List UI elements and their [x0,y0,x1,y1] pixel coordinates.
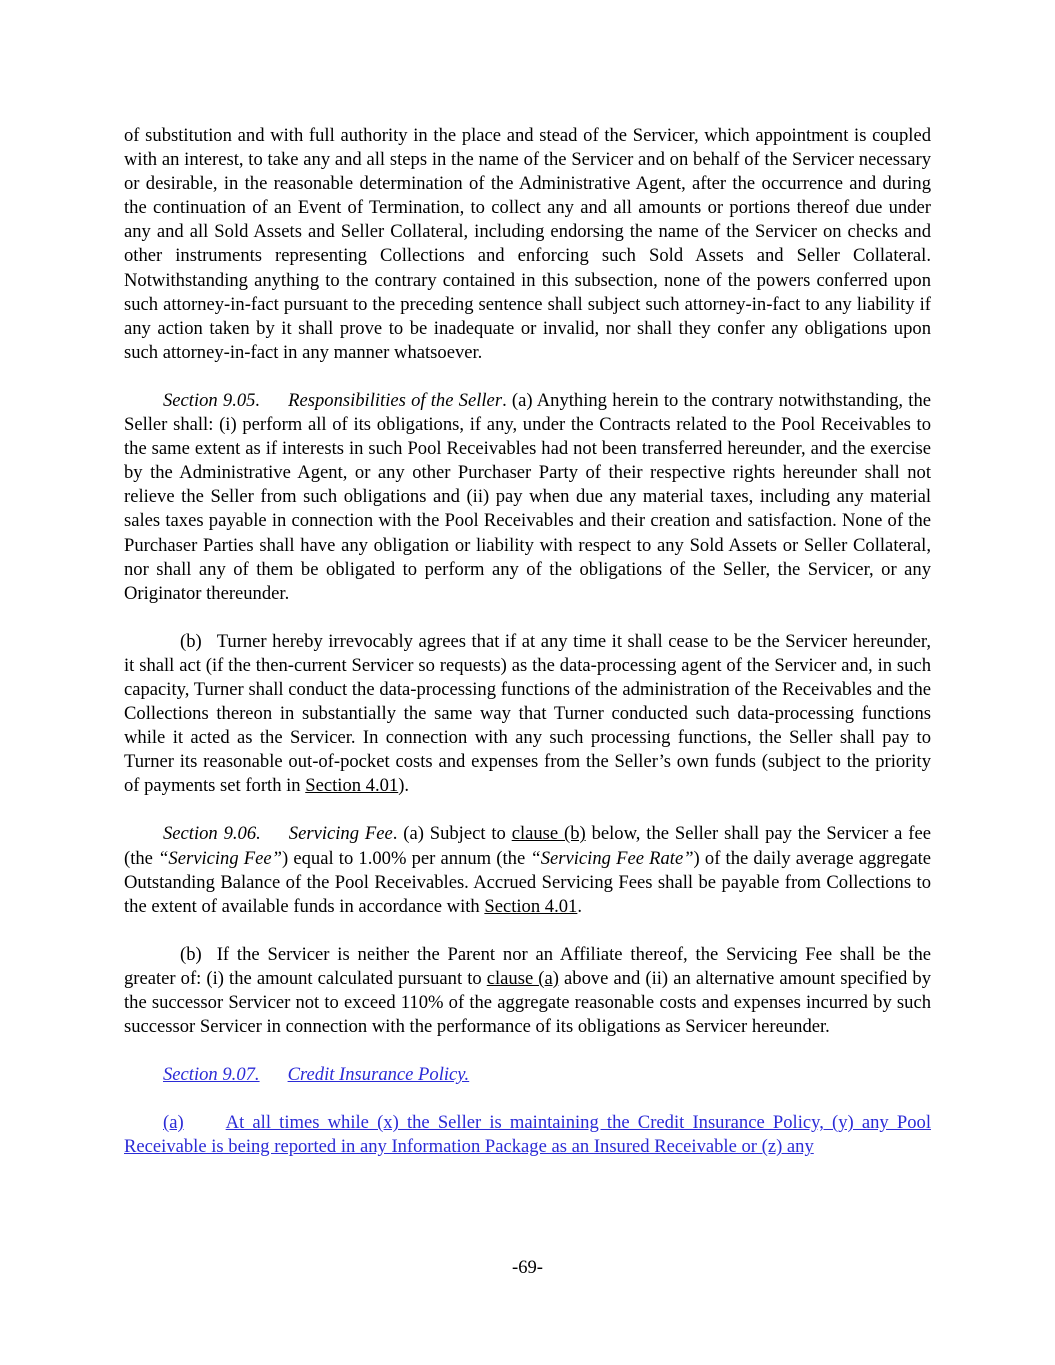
clause-label: (b) [180,943,202,965]
section-9-07-heading [124,1063,931,1087]
clause-body: At all times while (x) the Seller is maintaining the Credit Insurance Policy, (y) any Pool Receivable is being reported in any Information Package as an Insured Receivable or (z) any [124,1112,931,1158]
section-9-06-paragraph: Section 9.06. Servicing Fee. (a) Subject to clause (b) below, the Seller shall pay the Servicer a fee (the “Servicing Fee”) equal to 1.00% per annum (the “Servicing Fee Rate”) of the daily average aggregate Outstanding Balance of the Pool Receivables. Accrued Servicing Fees shall be payable from Collections to the extent of available funds in accordance with Section 4.01. [124,823,931,917]
section-title: Servicing Fee [288,823,393,845]
clause-label: (b) [180,630,202,652]
section-number: Section 9.06. [163,823,261,845]
cross-reference-link: clause (a) [486,967,559,989]
section-body: (a) Anything herein to the contrary notwithstanding, the Seller shall: (i) perform all of its obligations, if any, under the Contracts related to the Pool Receivables to the same extent as if interests in such Pool Receivables had not been transferred hereunder, and the exercise by the Administrative Agent, or any other Purchaser Party of their respective rights hereunder shall not relieve the Seller from such obligations and (ii) pay when due any material taxes, including any material sales taxes payable in connection with the Pool Receivables and their creation and satisfaction. None of the Purchaser Parties shall have any obligation or liability with respect to any Sold Assets or Seller Collateral, nor shall any of them be obligated to perform any of the obligations of the Seller, the Servicer, or any Originator thereunder. [124,389,931,604]
section-number: Section 9.07. [163,1064,260,1086]
paragraph-attorney-in-fact: of substitution and with full authority in the place and stead of the Servicer, which appointment is coupled with an interest, to take any and all steps in the name of the Servicer and on behalf of the Servicer necessary or desirable, in the reasonable determination of the Administrative Agent, after the occurrence and during the continuation of an Event of Termination, to collect any and all amounts or portions thereof due under any and all Sold Assets and Seller Collateral, including endorsing the name of the Servicer on checks and other instruments representing Collections and enforcing such Sold Assets and Seller Collateral. Notwithstanding anything to the contrary contained in this subsection, none of the powers conferred upon such attorney-in-fact pursuant to the preceding sentence shall subject such attorney-in-fact to any liability if any action taken by it shall prove to be inadequate or invalid, nor shall they confer any obligations upon such attorney-in-fact in any manner whatsoever. [124,125,931,363]
section-number: Section 9.05. [163,389,261,411]
page-number: -69- [512,1257,543,1278]
clause-label: (a) [163,1112,184,1134]
cross-reference-link: Section 4.01 [484,895,578,917]
section-9-06-b-paragraph: (b) If the Servicer is neither the Parent nor an Affiliate thereof, the Servicing Fee shall be the greater of: (i) the amount calculated pursuant to clause (a) above and (ii) an alternative amount specified by the successor Servicer not to exceed 110% of the aggregate reasonable costs and expenses incurred by such successor Servicer in connection with the performance of its obligations as Servicer hereunder. [124,943,931,1038]
defined-term: “Servicing Fee Rate” [530,847,694,869]
cross-reference-link: Section 4.01 [305,775,399,797]
section-9-05-b-paragraph: (b) Turner hereby irrevocably agrees that if at any time it shall cease to be the Servicer hereunder, it shall act (if the then-current Servicer so requests) as the data-processing agent of the Servicer and, in such capacity, Turner shall conduct the data-processing functions of the administration of the Receivables and the Collections thereon in substantially the same way that Turner conducted such data-processing functions while it acted as the Servicer. In connection with any such processing functions, the Seller shall pay to Turner its reasonable out-of-pocket costs and expenses from the Seller’s own funds (subject to the priority of payments set forth in Section 4.01). [124,630,931,797]
section-9-05-paragraph: Section 9.05. Responsibilities of the Seller. (a) Anything herein to the contrary notwithstanding, the Seller shall: (i) perform all of its obligations, if any, under the Contracts related to the Pool Receivables to the same extent as if interests in such Pool Receivables had not been transferred hereunder, and the exercise by the Administrative Agent, or any other Purchaser Party of their respective rights hereunder shall not relieve the Seller from such obligations and (ii) pay when due any material taxes, including any material sales taxes payable in connection with the Pool Receivables and their creation and satisfaction. None of the Purchaser Parties shall have any obligation or liability with respect to any Sold Assets or Seller Collateral, nor shall any of them be obligated to perform any of the obligations of the Seller, the Servicer, or any Originator thereunder. [124,389,931,604]
clause-body: Turner hereby irrevocably agrees that if at any time it shall cease to be the Servicer hereunder, it shall act (if the then-current Servicer so requests) as the data-processing agent of the Servicer and, in such capacity, Turner shall conduct the data-processing functions of the administration of the Receivables and the Collections thereon in substantially the same way that Turner conducted such data-processing functions while it acted as the Servicer. In connection with any such processing functions, the Seller shall pay to Turner its reasonable out-of-pocket costs and expenses from the Seller’s own funds (subject to the priority of payments set forth in [124,630,931,797]
document-page [124,124,931,1159]
defined-term: “Servicing Fee” [158,847,283,869]
cross-reference-link: clause (b) [511,823,586,845]
section-title: Credit Insurance Policy. [287,1064,470,1086]
section-title: Responsibilities of the Seller [288,389,503,411]
section-9-07-a-paragraph [124,1111,931,1159]
